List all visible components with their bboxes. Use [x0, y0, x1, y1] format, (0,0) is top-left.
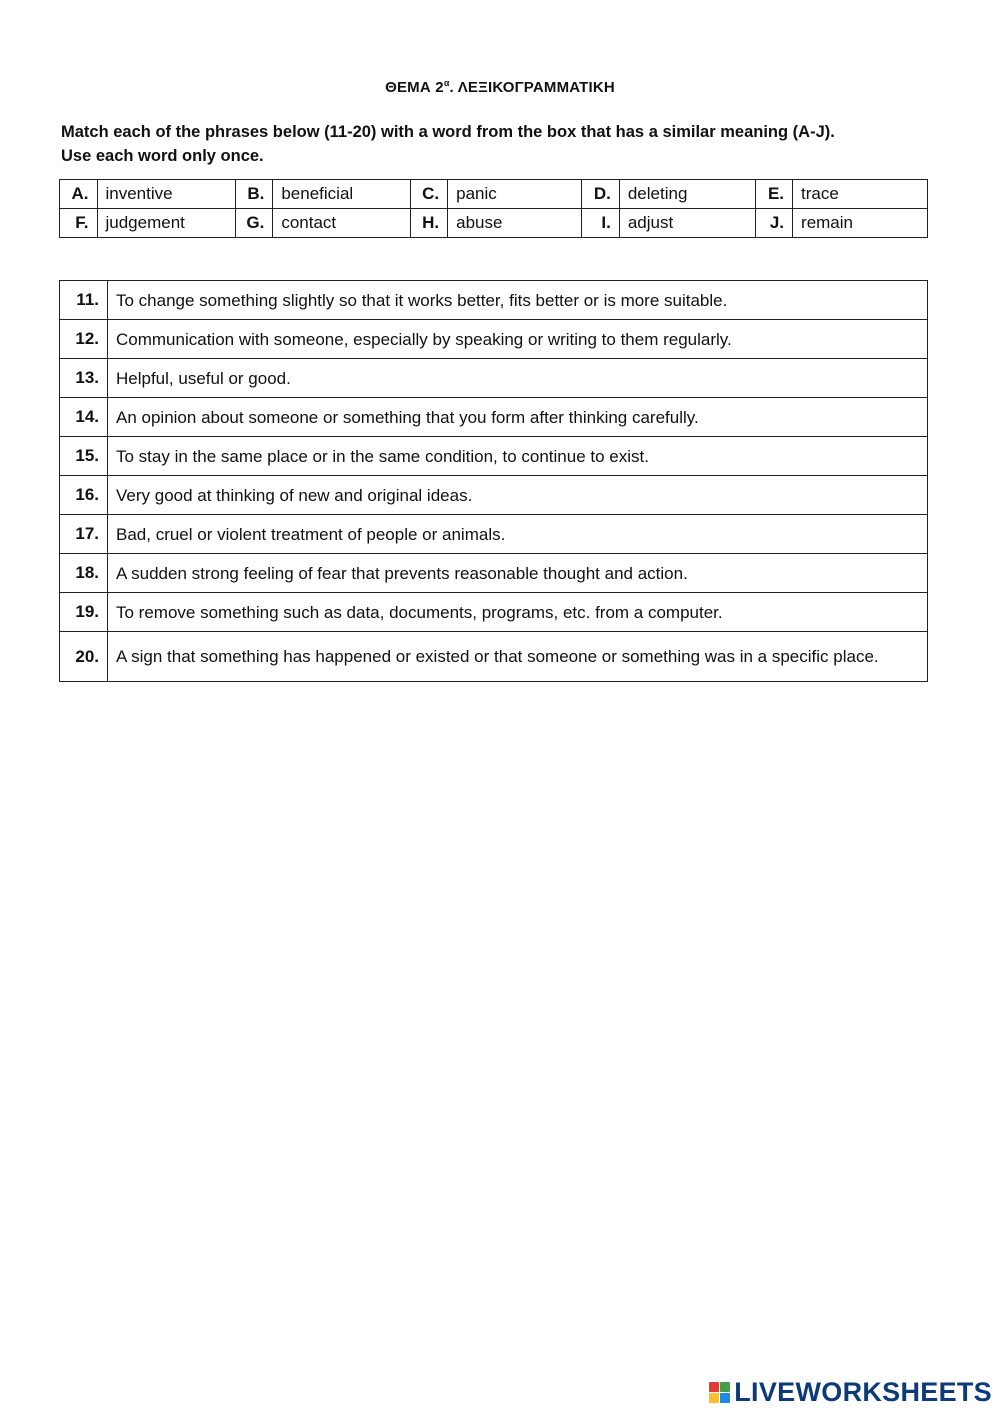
word-letter: F. — [60, 209, 98, 238]
definition-row — [60, 398, 928, 437]
definition-text: Very good at thinking of new and original ideas. — [108, 476, 928, 515]
word-box-row — [60, 209, 928, 238]
word-letter: E. — [755, 180, 792, 209]
definition-number: 11. — [60, 281, 108, 320]
word-letter: I. — [582, 209, 620, 238]
word-letter: G. — [235, 209, 273, 238]
word-option: remain — [793, 209, 928, 238]
word-option: adjust — [619, 209, 755, 238]
definition-text: To change something slightly so that it works better, fits better or is more suitable. — [108, 281, 928, 320]
definition-number: 14. — [60, 398, 108, 437]
word-option: contact — [273, 209, 410, 238]
word-option: judgement — [97, 209, 235, 238]
definition-number: 20. — [60, 632, 108, 682]
word-letter: D. — [582, 180, 620, 209]
logo-grid-icon — [709, 1382, 730, 1403]
word-letter: B. — [235, 180, 273, 209]
definition-number: 12. — [60, 320, 108, 359]
logo-square — [709, 1382, 719, 1392]
word-option: trace — [793, 180, 928, 209]
definition-number: 19. — [60, 593, 108, 632]
definition-text: Helpful, useful or good. — [108, 359, 928, 398]
word-letter: J. — [755, 209, 792, 238]
word-option: beneficial — [273, 180, 410, 209]
instructions-line-1: Match each of the phrases below (11-20) with a word from the box that has a similar meaning (A-J). — [61, 123, 835, 141]
instructions-line-2: Use each word only once. — [61, 147, 264, 165]
definition-row — [60, 320, 928, 359]
definition-text: To stay in the same place or in the same condition, to continue to exist. — [108, 437, 928, 476]
definition-number: 18. — [60, 554, 108, 593]
word-option: inventive — [97, 180, 235, 209]
definition-text: A sudden strong feeling of fear that prevents reasonable thought and action. — [108, 554, 928, 593]
logo-text: LIVEWORKSHEETS — [734, 1376, 992, 1407]
definition-number: 17. — [60, 515, 108, 554]
definition-text: Communication with someone, especially by speaking or writing to them regularly. — [108, 320, 928, 359]
word-option: deleting — [619, 180, 755, 209]
definition-row — [60, 476, 928, 515]
instructions — [61, 120, 941, 168]
word-box-row — [60, 180, 928, 209]
word-letter: H. — [410, 209, 448, 238]
definitions-table — [59, 280, 928, 682]
logo-square — [720, 1393, 730, 1403]
definition-number: 13. — [60, 359, 108, 398]
word-letter: C. — [410, 180, 448, 209]
definition-row — [60, 281, 928, 320]
definition-text: To remove something such as data, documents, programs, etc. from a computer. — [108, 593, 928, 632]
logo-square — [709, 1393, 719, 1403]
definition-number: 15. — [60, 437, 108, 476]
liveworksheets-logo — [709, 1376, 992, 1408]
word-box-table — [59, 179, 928, 238]
word-option: abuse — [448, 209, 582, 238]
page-title: ΘΕΜΑ $2^\alpha$. ΛΕΞΙΚΟΓΡΑΜΜΑΤΙΚΗ — [385, 78, 615, 96]
definition-row — [60, 554, 928, 593]
word-option: panic — [448, 180, 582, 209]
definition-row — [60, 359, 928, 398]
definition-row — [60, 437, 928, 476]
definition-number: 16. — [60, 476, 108, 515]
logo-square — [720, 1382, 730, 1392]
definition-text: A sign that something has happened or existed or that someone or something was in a specific place. — [108, 632, 928, 682]
definition-row — [60, 632, 928, 682]
definition-text: An opinion about someone or something that you form after thinking carefully. — [108, 398, 928, 437]
definition-text: Bad, cruel or violent treatment of people or animals. — [108, 515, 928, 554]
definition-row — [60, 515, 928, 554]
definition-row — [60, 593, 928, 632]
word-letter: A. — [60, 180, 98, 209]
